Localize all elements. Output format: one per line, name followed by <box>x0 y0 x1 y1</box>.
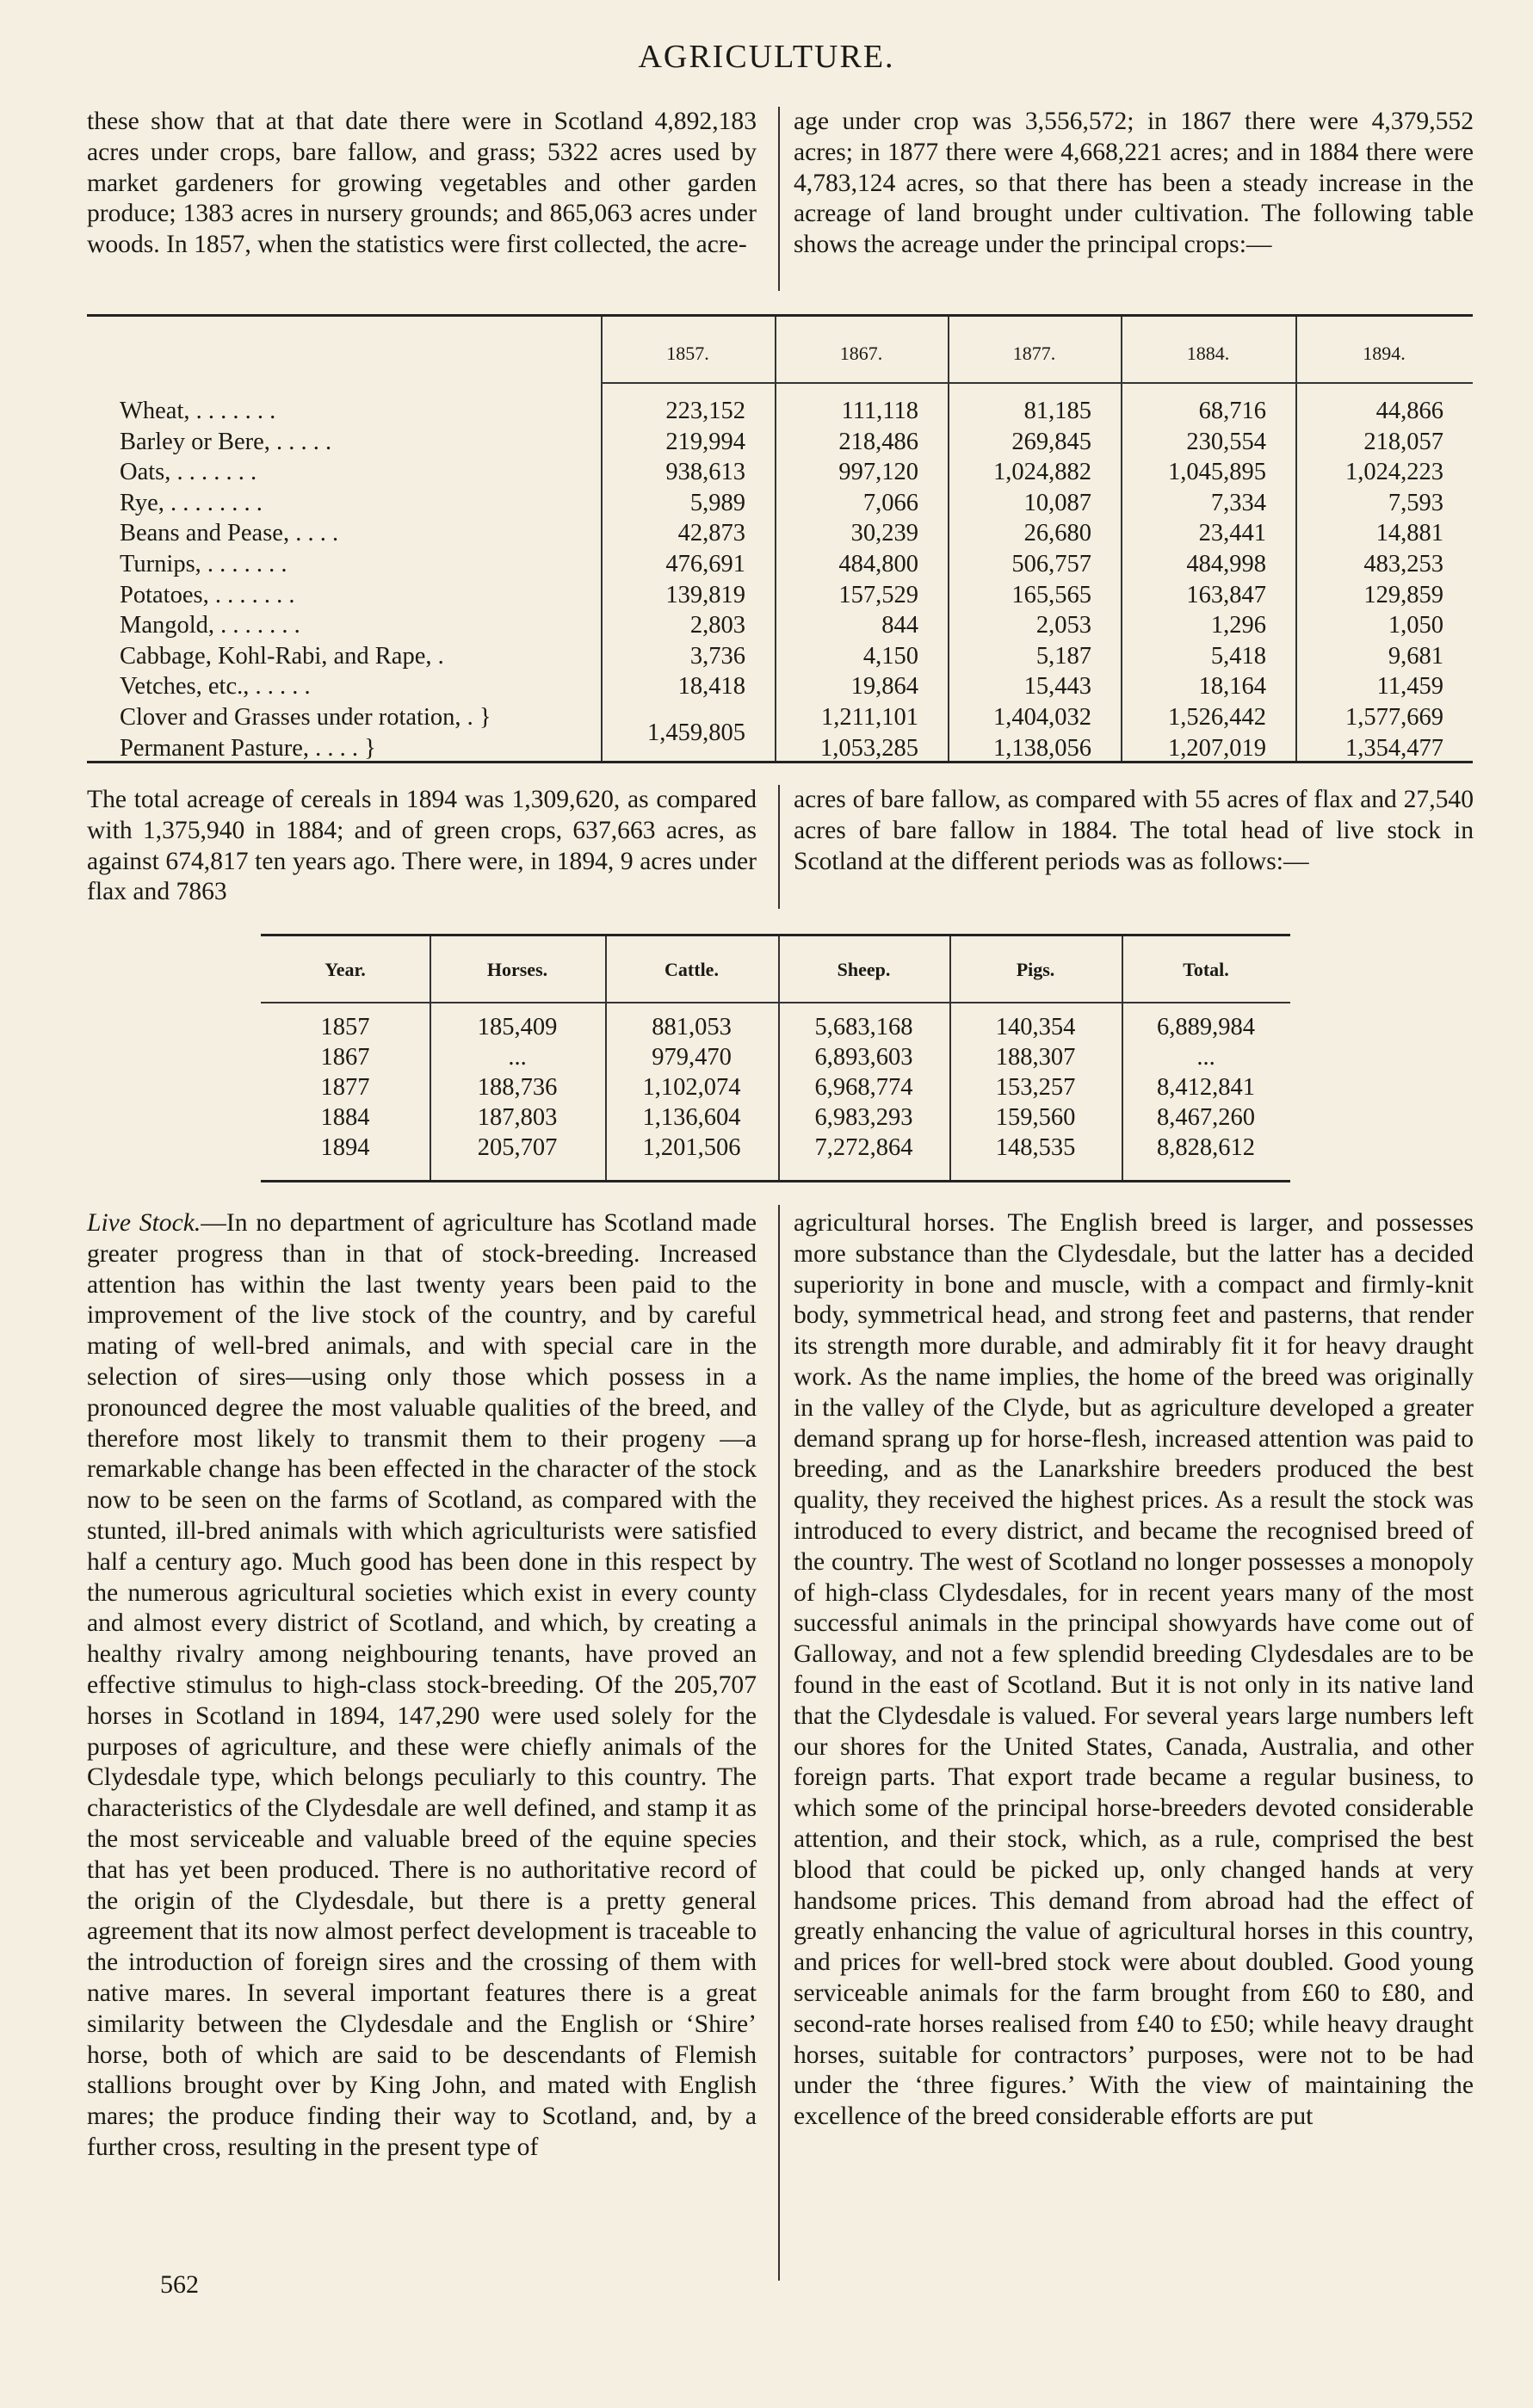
livestock-right-column <box>794 1208 1474 2272</box>
acreage-value: 1,053,285 <box>820 734 918 762</box>
acreage-value: 30,239 <box>850 520 918 547</box>
page-header: AGRICULTURE. <box>638 39 895 75</box>
crop-label: Mangold, . . . . . . . <box>120 612 300 639</box>
livestock-left-text: —In no department of agriculture has Scotland made greater progress than in that of stock-breeding. Increased attention has within the last twenty years been paid to the improvement of the live stock of the country, and by careful mating of well-bred animals, and with special care in the selection of sires—using only those which possess in a pronounced degree the most valuable qualities of the breed, and therefore most likely to transmit them to their progeny —a remarkable change has been effected in the character of the stock now to be seen on the farms of Scotland, as compared with the stunted, ill-bred animals with which agriculturists were satisfied half a century ago. Much good has been done in this respect by the numerous agricultural societies which exist in every county and almost every district of Scotland, and which, by creating a healthy rivalry among neighbouring tenants, have proved an effective stimulus to high-class stock-breeding. Of the 205,707 horses in Scotland in 1894, 147,290 were used solely for the purposes of agriculture, and these were chiefly animals of the Clydesdale type, which belongs peculiarly to this country. The characteristics of the Clydesdale are well defined, and stamp it as the most serviceable and valuable breed of the equine species that has yet been produced. There is no authoritative record of the origin of the Clydesdale, but there is a pretty general agreement that its now almost perfect development is traceable to the introduction of foreign sires and the crossing of them with native mares. In several important features there is a great similarity between the Clydesdale and the English or ‘Shire’ horse, both of which are said to be descendants of Flemish stallions brought over by King John, and mated with English mares; the produce finding their way to Scotland, and, by a further cross, resulting in the present type of <box>87 1209 757 2161</box>
acreage-value: 68,716 <box>1198 398 1266 424</box>
acreage-value: 139,819 <box>665 581 745 608</box>
acreage-value: 165,565 <box>1011 581 1091 608</box>
acreage-value: 2,803 <box>689 612 745 639</box>
table-cell: ... <box>1196 1044 1215 1071</box>
acreage-value: 81,185 <box>1023 398 1091 424</box>
livestock-right-text: agricultural horses. The English breed is larger, and possesses more substance than the Clydesdale, but the latter has a decided superiority in bone and muscle, with a compact and firmly-knit body, symmetrical head, and strong feet and pasterns, that render its strength more durable, and admirably fit it for heavy draught work. As the name implies, the home of the breed was originally in the valley of the Clyde, but as agriculture developed a greater demand sprang up for horse-flesh, increased attention was paid to breeding, and as the Lanarkshire breeders produced the best quality, they received the highest prices. As a result the stock was introduced to every district, and became the recognised breed of the country. The west of Scotland no longer possesses a monopoly of high-class Clydesdales, for in recent years many of the most successful animals in the principal showyards have come out of Galloway, and not a few splendid breeding Clydesdales are to be found in the east of Scotland. But it is not only in its native land that the Clydesdale is valued. For several years large numbers left our shores for the United States, Canada, Australia, and other foreign parts. That export trade became a regular business, to which some of the principal horse-breeders devoted considerable attention, and their stock, which, as a rule, comprised the best blood that could be picked up, only changed hands at very handsome prices. This demand from abroad had the effect of greatly enhancing the value of agricultural horses in this country, and prices for well-bred stock were about doubled. Good young serviceable animals for the farm brought from £60 to £80, and second-rate horses realised from £40 to £50; while heavy draught horses, suitable for contractors’ purposes, were not to be had under the ‘three figures.’ With the view of maintaining the excellence of the breed considerable efforts are put <box>794 1209 1474 2131</box>
acreage-value: 1,577,669 <box>1345 704 1443 731</box>
acreage-value: 7,334 <box>1210 489 1266 516</box>
table-cell: 8,412,841 <box>1157 1074 1255 1101</box>
acreage-value: 7,593 <box>1388 489 1443 516</box>
acreage-value: 1,024,223 <box>1345 459 1443 486</box>
intro-left-text: these show that at that date there were in Scotland 4,892,183 acres under crops, bare fallow, and grass; 5322 acres used by market gardeners for growing vegetables and other garden produce; 1383 acres in nursery grounds; and 865,063 acres under woods. In 1857, when the statistics were first collected, the acre- <box>87 108 757 259</box>
table-cell: 1857 <box>320 1014 370 1040</box>
acreage-value: 1,404,032 <box>993 704 1091 731</box>
acreage-value: 1,296 <box>1210 612 1266 639</box>
livestock-table <box>261 934 1290 1182</box>
column-header: Sheep. <box>837 959 891 980</box>
middle-right-column <box>794 785 1474 914</box>
table-cell: 6,893,603 <box>814 1044 913 1071</box>
table-cell: 7,272,864 <box>814 1134 913 1161</box>
acreage-value: 1,045,895 <box>1168 459 1266 486</box>
table-cell: 1,201,506 <box>642 1134 741 1161</box>
table-cell: 6,983,293 <box>814 1104 913 1131</box>
page-number: 562 <box>160 2270 199 2299</box>
acreage-value: 484,800 <box>838 551 918 577</box>
acreage-value: 5,418 <box>1210 642 1266 670</box>
acreage-value: 3,736 <box>689 642 745 670</box>
acreage-value: 1,050 <box>1388 612 1443 639</box>
table-cell: 1884 <box>320 1104 370 1131</box>
acreage-value: 844 <box>881 612 918 639</box>
table-cell: 188,307 <box>995 1044 1076 1071</box>
acreage-value: 9,681 <box>1388 642 1443 670</box>
table-cell: 188,736 <box>477 1074 558 1101</box>
table-cell: 1867 <box>320 1044 370 1071</box>
crop-label: Permanent Pasture, . . . . } <box>120 734 376 762</box>
table-cell: 1894 <box>320 1134 370 1161</box>
table-cell: 6,889,984 <box>1157 1014 1255 1040</box>
table-cell: 153,257 <box>995 1074 1076 1101</box>
crop-label: Wheat, . . . . . . . <box>120 398 276 424</box>
acreage-value: 26,680 <box>1023 520 1091 547</box>
acreage-value: 230,554 <box>1186 428 1266 455</box>
acreage-value: 1,526,442 <box>1168 704 1266 731</box>
year-header: 1884. <box>1186 343 1230 364</box>
acreage-value: 218,057 <box>1363 428 1443 455</box>
acreage-value: 997,120 <box>838 459 918 486</box>
table-cell: 205,707 <box>477 1134 558 1161</box>
acreage-value: 5,187 <box>1035 642 1091 670</box>
acreage-value: 18,164 <box>1198 673 1266 701</box>
acreage-value: 129,859 <box>1363 581 1443 608</box>
acreage-value: 19,864 <box>850 673 918 701</box>
crop-label: Beans and Pease, . . . . <box>120 520 339 547</box>
crop-label: Vetches, etc., . . . . . <box>120 673 311 701</box>
acreage-value: 163,847 <box>1186 581 1266 608</box>
acreage-value: 223,152 <box>665 398 745 424</box>
table-cell: 881,053 <box>652 1014 732 1040</box>
acreage-value: 2,053 <box>1035 612 1091 639</box>
column-header: Horses. <box>486 959 548 980</box>
crop-label: Rye, . . . . . . . . <box>120 489 263 516</box>
acreage-value: 483,253 <box>1363 551 1443 577</box>
crop-label: Cabbage, Kohl-Rabi, and Rape, . <box>120 642 444 670</box>
table-cell: 1,102,074 <box>642 1074 741 1101</box>
acreage-value: 219,994 <box>665 428 745 455</box>
table-header-rule <box>261 1002 1290 1003</box>
acreage-value: 218,486 <box>838 428 918 455</box>
middle-right-text: acres of bare fallow, as compared with 55 acres of flax and 27,540 acres of bare fallow in 1884. The total head of live stock in Scotland at the different periods was as follows:— <box>794 786 1474 875</box>
column-header: Cattle. <box>665 959 719 980</box>
section-heading: Live Stock. <box>87 1209 201 1237</box>
table-cell: 159,560 <box>995 1104 1076 1131</box>
column-divider <box>778 1205 780 2281</box>
year-header: 1867. <box>839 343 883 364</box>
acreage-value: 484,998 <box>1186 551 1266 577</box>
acreage-value: 1,459,805 <box>647 719 745 746</box>
column-header: Year. <box>325 959 366 980</box>
column-divider <box>778 785 780 909</box>
acreage-value: 1,211,101 <box>821 704 918 731</box>
crop-label: Oats, . . . . . . . <box>120 459 257 486</box>
acreage-value: 111,118 <box>841 398 918 424</box>
acreage-value: 44,866 <box>1375 398 1443 424</box>
table-cell: 5,683,168 <box>814 1014 913 1040</box>
table-cell: 185,409 <box>477 1014 558 1040</box>
acreage-value: 269,845 <box>1011 428 1091 455</box>
middle-left-column <box>87 785 757 914</box>
table-cell: 8,828,612 <box>1157 1134 1255 1161</box>
column-header: Pigs. <box>1016 959 1055 980</box>
acreage-value: 1,354,477 <box>1345 734 1443 762</box>
crop-label: Clover and Grasses under rotation, . } <box>120 704 491 731</box>
acreage-value: 15,443 <box>1023 673 1091 701</box>
acreage-value: 10,087 <box>1023 489 1091 516</box>
year-header: 1894. <box>1363 343 1406 364</box>
table-cell: 979,470 <box>652 1044 732 1071</box>
table-cell: ... <box>508 1044 527 1071</box>
year-header: 1857. <box>666 343 709 364</box>
acreage-value: 7,066 <box>862 489 918 516</box>
crop-label: Potatoes, . . . . . . . <box>120 581 295 608</box>
column-divider <box>778 107 780 291</box>
table-cell: 140,354 <box>995 1014 1076 1040</box>
acreage-value: 5,989 <box>689 489 745 516</box>
table-cell: 187,803 <box>477 1104 558 1131</box>
table-cell: 1,136,604 <box>642 1104 741 1131</box>
intro-right-column <box>794 107 1474 300</box>
acreage-value: 506,757 <box>1011 551 1091 577</box>
table-header-rule <box>601 382 1473 384</box>
acreage-value: 1,207,019 <box>1168 734 1266 762</box>
table-cell: 8,467,260 <box>1157 1104 1255 1131</box>
acreage-value: 23,441 <box>1198 520 1266 547</box>
table-cell: 1877 <box>320 1074 370 1101</box>
crop-label: Turnips, . . . . . . . <box>120 551 287 577</box>
middle-left-text: The total acreage of cereals in 1894 was 1,309,620, as compared with 1,375,940 in 1884; and of green crops, 637,663 acres, as against 674,817 ten years ago. There were, in 1894, 9 acres under flax and 7863 <box>87 786 757 906</box>
year-header: 1877. <box>1012 343 1056 364</box>
table-cell: 6,968,774 <box>814 1074 913 1101</box>
acreage-value: 18,418 <box>677 673 745 701</box>
table-cell: 148,535 <box>995 1134 1076 1161</box>
acreage-value: 4,150 <box>862 642 918 670</box>
acreage-value: 11,459 <box>1376 673 1443 701</box>
acreage-value: 1,138,056 <box>993 734 1091 762</box>
acreage-value: 157,529 <box>838 581 918 608</box>
crop-acreage-table <box>87 314 1473 763</box>
column-header: Total. <box>1183 959 1229 980</box>
acreage-value: 938,613 <box>665 459 745 486</box>
acreage-value: 42,873 <box>677 520 745 547</box>
acreage-value: 476,691 <box>665 551 745 577</box>
acreage-value: 14,881 <box>1375 520 1443 547</box>
acreage-value: 1,024,882 <box>993 459 1091 486</box>
livestock-left-column <box>87 1208 757 2272</box>
intro-left-column <box>87 107 757 300</box>
crop-label: Barley or Bere, . . . . . <box>120 428 332 455</box>
intro-right-text: age under crop was 3,556,572; in 1867 there were 4,379,552 acres; in 1877 there were 4,668,221 acres; and in 1884 there were 4,783,124 acres, so that there has been a steady increase in the acreage of land brought under cultivation. The following table shows the acreage under the principal crops:— <box>794 108 1474 259</box>
